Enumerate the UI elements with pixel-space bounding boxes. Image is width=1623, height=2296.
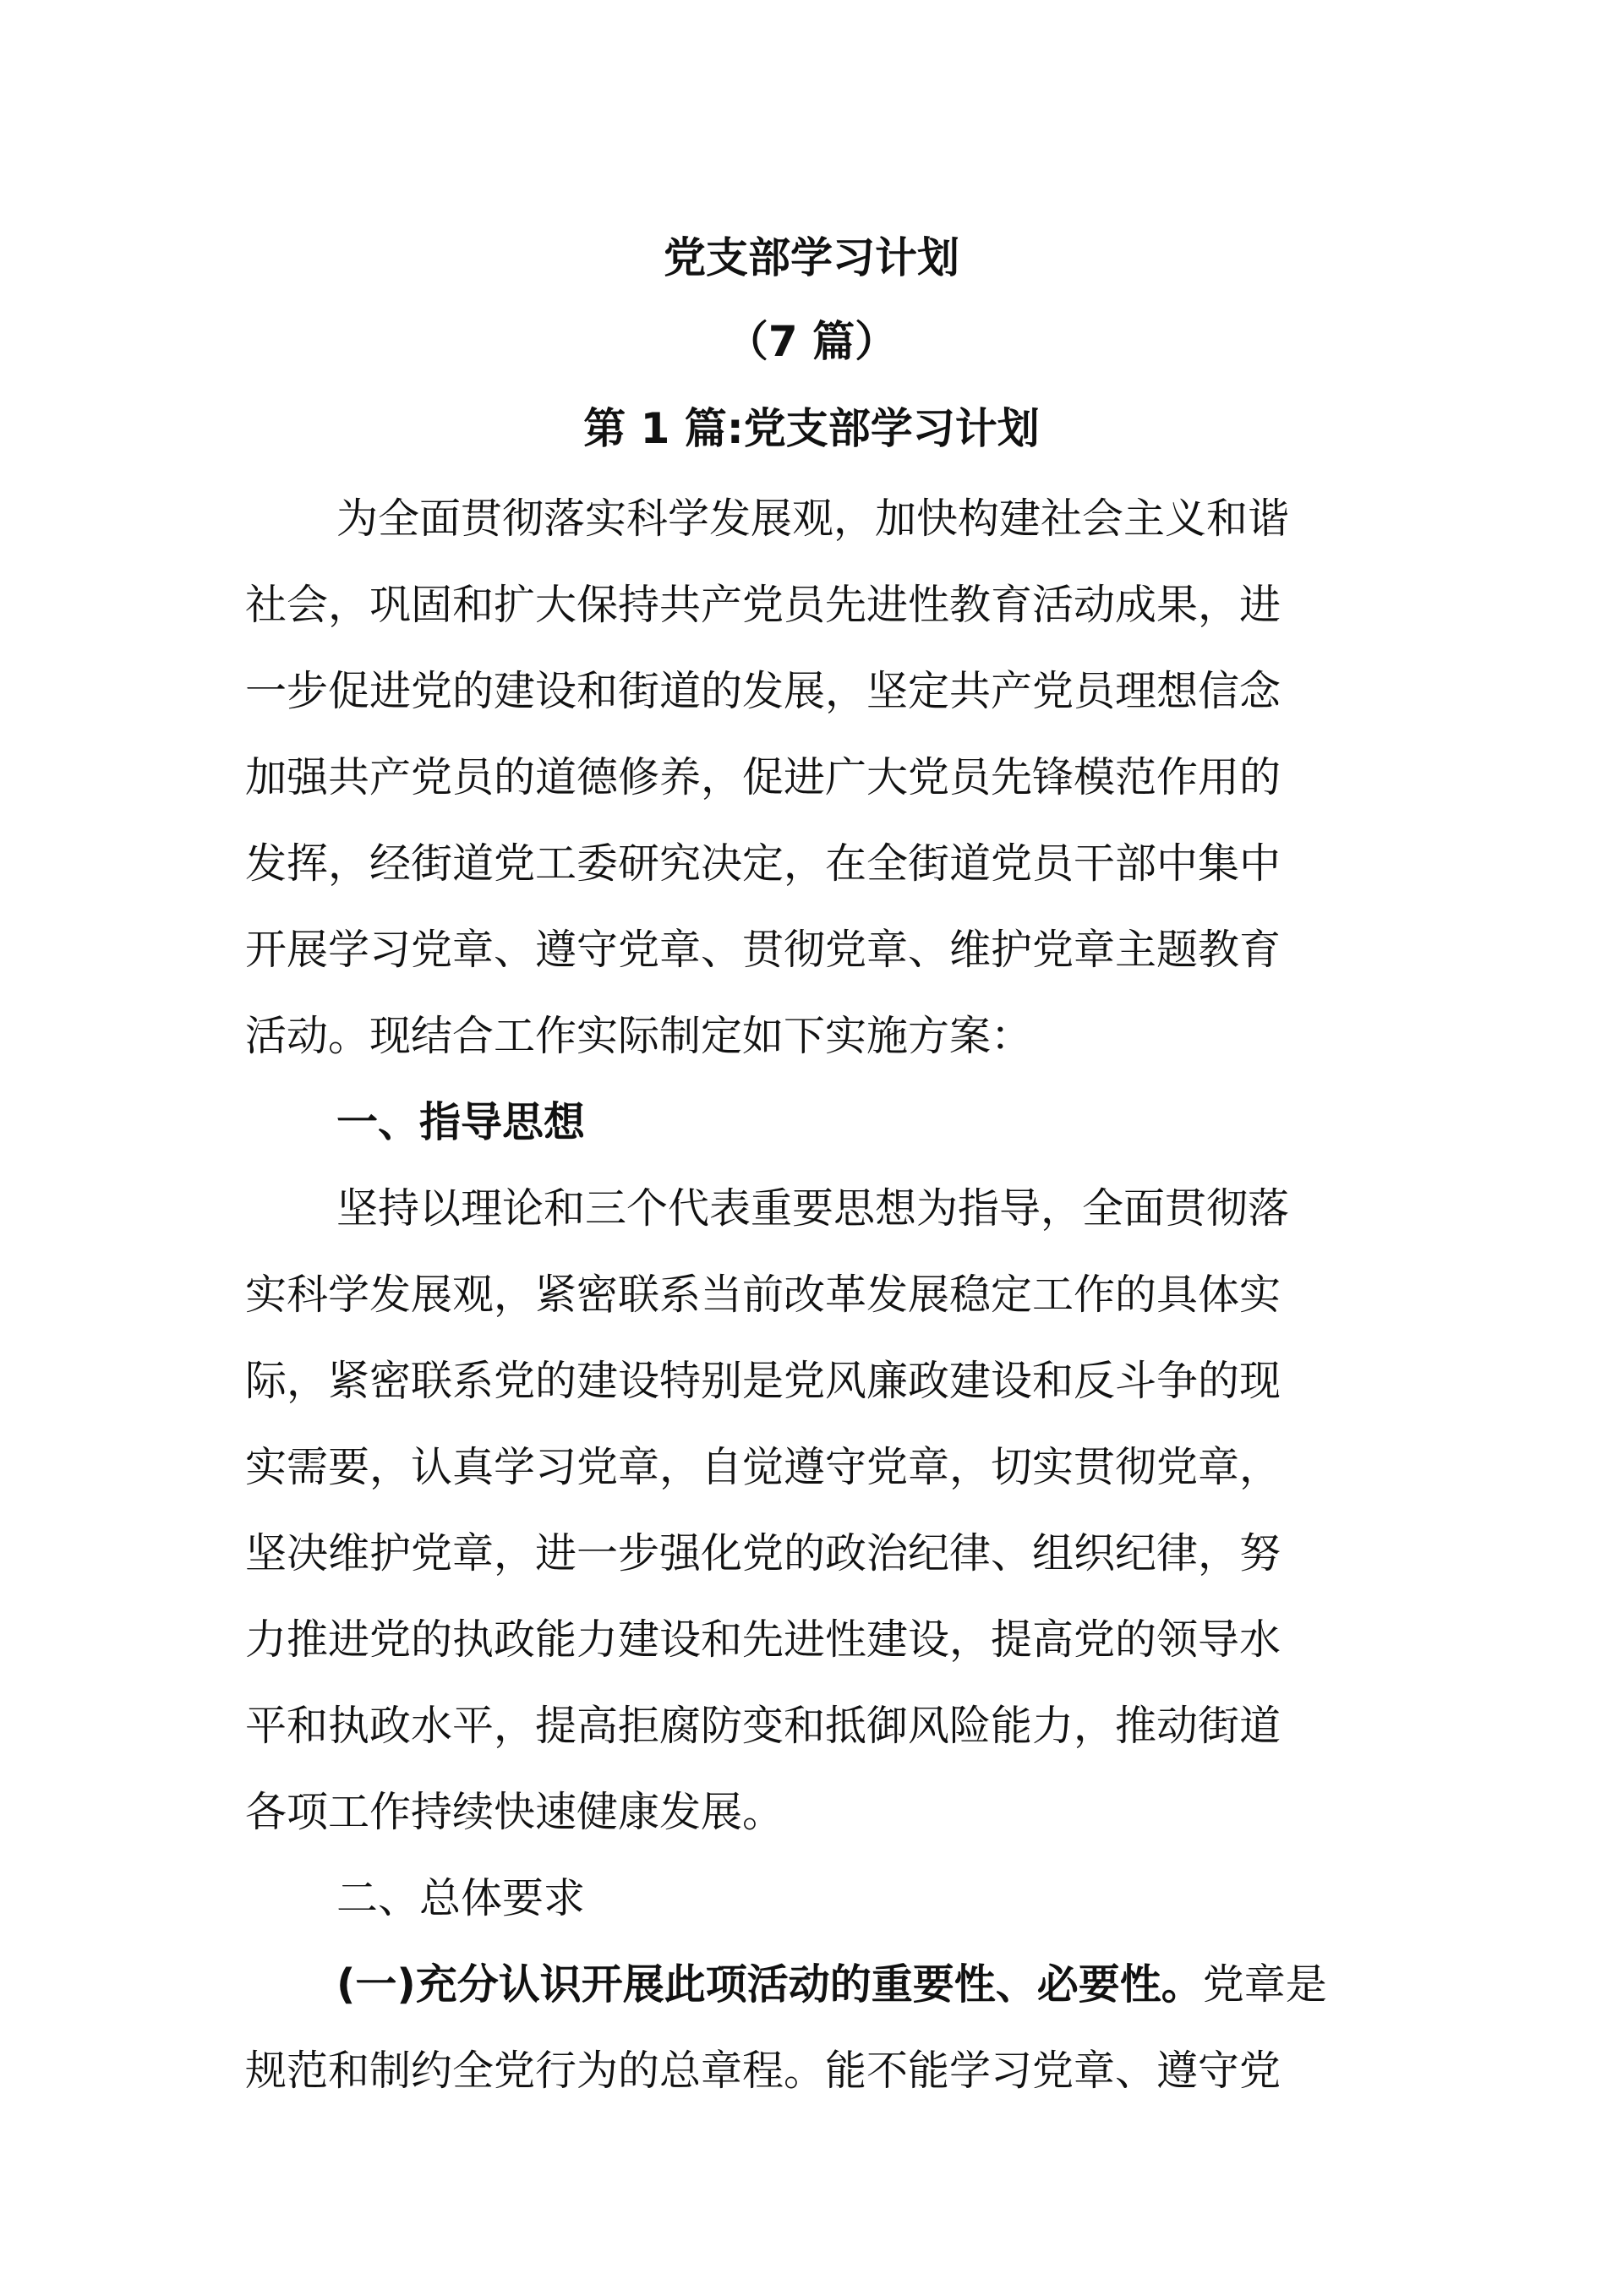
- paragraph-line: 发挥，经街道党工委研究决定，在全街道党员干部中集中: [245, 839, 1281, 888]
- paragraph-line: 活动。现结合工作实际制定如下实施方案：: [245, 1012, 1033, 1060]
- paragraph-line: 际，紧密联系党的建设特别是党风廉政建设和反斗争的现: [245, 1357, 1281, 1405]
- paragraph-line: 规范和制约全党行为的总章程。能不能学习党章、遵守党: [245, 2047, 1281, 2095]
- paragraph-line: 开展学习党章、遵守党章、贯彻党章、维护党章主题教育: [245, 926, 1281, 974]
- paragraph-line: 坚决维护党章，进一步强化党的政治纪律、组织纪律，努: [245, 1529, 1281, 1577]
- paragraph-line: 平和执政水平，提高拒腐防变和抵御风险能力，推动街道: [245, 1702, 1281, 1750]
- paragraph-line: 实需要，认真学习党章，自觉遵守党章，切实贯彻党章，: [245, 1443, 1281, 1491]
- point-1-text: 党章是: [1202, 1960, 1327, 2009]
- paragraph-line: 加强共产党员的道德修养，促进广大党员先锋模范作用的: [245, 753, 1281, 801]
- paragraph-line: 社会，巩固和扩大保持共产党员先进性教育活动成果，进: [245, 581, 1281, 629]
- section-heading-guiding-ideology: 一、指导思想: [336, 1098, 586, 1146]
- paragraph-line: 实科学发展观，紧密联系当前改革发展稳定工作的具体实: [245, 1271, 1281, 1319]
- paragraph-line: 为全面贯彻落实科学发展观，加快构建社会主义和谐: [336, 495, 1290, 543]
- document-subtitle: （7 篇）: [725, 317, 898, 366]
- section-heading-general-requirements: 二、总体要求: [336, 1874, 586, 1922]
- document-body: [245, 487, 1382, 2125]
- chapter-heading: 第 1 篇:党支部学习计划: [583, 404, 1040, 453]
- point-1-heading: (一)充分认识开展此项活动的重要性、必要性。: [336, 1960, 1203, 2009]
- paragraph-line: 力推进党的执政能力建设和先进性建设，提高党的领导水: [245, 1615, 1281, 1664]
- point-1-line: [245, 1953, 1382, 2039]
- paragraph-line: 各项工作持续快速健康发展。: [245, 1788, 784, 1836]
- paragraph-line: 一步促进党的建设和街道的发展，坚定共产党员理想信念: [245, 667, 1281, 715]
- paragraph-line: 坚持以理论和三个代表重要思想为指导，全面贯彻落: [336, 1184, 1290, 1233]
- document-title: 党支部学习计划: [664, 233, 959, 282]
